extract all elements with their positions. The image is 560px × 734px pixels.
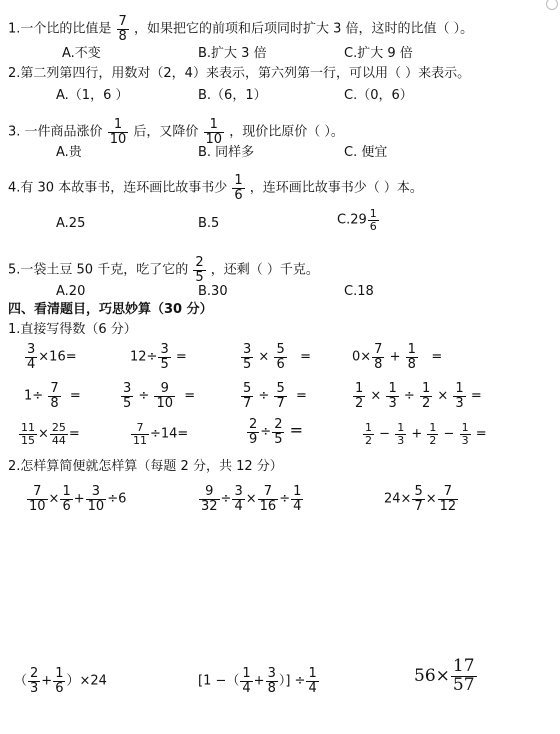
q4-stem-pre: 4.有 30 本故事书，连环画比故事书少 <box>8 180 228 196</box>
q2-option-a: A.（1，6 ） <box>56 88 129 103</box>
q1-option-b: B.扩大 3 倍 <box>198 46 267 61</box>
question-5 <box>8 256 319 284</box>
q2-option-b: B.（6，1） <box>198 88 267 103</box>
simplify-b: $\frac{9}{32}$ ÷ $\frac{3}{4}$ × $\frac{7}{16}$ ÷ $\frac{1}{4}$ <box>201 484 302 514</box>
calc-r2-1: 1÷ $\frac{7}{8}$ = <box>24 381 81 411</box>
q1-fraction: $\frac{7}{8}$ <box>118 14 127 44</box>
calc-r1-3: $\frac{3}{5}$ × $\frac{5}{6}$ = <box>243 342 312 372</box>
q2-option-c: C.（0，6） <box>344 88 413 103</box>
q1-option-a: A.不变 <box>62 46 101 61</box>
calc-r2-2: $\frac{3}{5}$ ÷ $\frac{9}{10}$ = <box>123 381 196 411</box>
q5-stem-pre: 5.一袋土豆 50 千克，吃了它的 <box>8 262 189 278</box>
simplify-e: [1 −（ $\frac{1}{4}$ + $\frac{3}{8}$ ）] ÷ $\frac{1}{4}$ <box>198 666 317 696</box>
q3-stem-mid: 后，又降价 <box>133 124 199 140</box>
q3-stem-post: ，现价比原价（ ）。 <box>229 124 344 140</box>
simplify-c: 24× $\frac{5}{7}$ × $\frac{7}{12}$ <box>384 484 457 514</box>
q5-option-b: B.30 <box>198 284 228 299</box>
calc-r1-2: 12÷ $\frac{3}{5}$ = <box>130 342 187 372</box>
q3-fraction-1: $\frac{1}{10}$ <box>109 117 127 147</box>
q4-option-c: C.29 $\frac{1}{6}$ <box>337 207 377 233</box>
q1-stem-post: ，如果把它的前项和后项同时扩大 3 倍，这时的比值（ ）。 <box>133 21 474 37</box>
calc-r1-1: $\frac{3}{4}$ ×16= <box>27 342 77 372</box>
corner-circle-icon <box>546 0 558 10</box>
part-1-title: 1.直接写得数（6 分） <box>8 322 137 337</box>
calc-r3-1: $\frac{11}{15}$ × $\frac{25}{44}$ = <box>21 421 80 447</box>
part-2-title: 2.怎样算简便就怎样算（每题 2 分，共 12 分） <box>8 459 283 474</box>
calc-r3-2: $\frac{7}{11}$ ÷14= <box>133 421 189 447</box>
q3-option-a: A.贵 <box>56 145 82 160</box>
section-4-title: 四、看清题目，巧思妙算（30 分） <box>8 302 213 317</box>
simplify-d: （ $\frac{2}{3}$ + $\frac{1}{6}$ ）×24 <box>14 666 107 696</box>
q5-stem-post: ，还剩（ ）千克。 <box>210 262 319 278</box>
question-4 <box>8 174 423 202</box>
calc-r1-4: 0× $\frac{7}{8}$ + $\frac{1}{8}$ = <box>352 342 443 372</box>
simplify-f: 56× $\frac{17}{57}$ <box>414 656 475 695</box>
q5-option-a: A.20 <box>56 284 86 299</box>
question-2: 2.第二列第四行，用数对（2，4）来表示，第六列第一行，可以用（ ）来表示。 <box>8 66 471 81</box>
calc-r2-4: $\frac{1}{2}$ × $\frac{1}{3}$ ÷ $\frac{1}{2}$ × $\frac{1}{3}$ = <box>355 381 482 411</box>
question-3 <box>8 118 344 146</box>
q1-stem-pre: 1.一个比的比值是 <box>8 21 112 37</box>
q4-fraction: $\frac{1}{6}$ <box>234 173 243 203</box>
q1-option-c: C.扩大 9 倍 <box>344 46 413 61</box>
calc-r2-3: $\frac{5}{7}$ ÷ $\frac{5}{7}$ = <box>243 381 307 411</box>
q3-fraction-2: $\frac{1}{10}$ <box>205 117 223 147</box>
q4-option-c-fraction: $\frac{1}{6}$ <box>369 207 377 233</box>
calc-r3-3: $\frac{2}{9}$ ÷ $\frac{2}{5}$ = <box>249 417 304 447</box>
q5-fraction: $\frac{2}{5}$ <box>195 255 204 285</box>
q3-option-b: B. 同样多 <box>198 145 255 160</box>
simplify-a: $\frac{7}{10}$ × $\frac{1}{6}$ + $\frac{3}{10}$ ÷6 <box>29 484 127 514</box>
q3-stem-pre: 3. 一件商品涨价 <box>8 124 103 140</box>
q3-option-c: C. 便宜 <box>344 145 388 160</box>
q4-option-a: A.25 <box>56 216 86 231</box>
calc-r3-4: $\frac{1}{2}$ − $\frac{1}{3}$ + $\frac{1}{2}$ − $\frac{1}{3}$ = <box>365 421 487 447</box>
question-1 <box>8 15 473 43</box>
q4-option-b: B.5 <box>198 216 220 231</box>
q5-option-c: C.18 <box>344 284 374 299</box>
q4-stem-post: ，连环画比故事书少（ ）本。 <box>249 180 423 196</box>
